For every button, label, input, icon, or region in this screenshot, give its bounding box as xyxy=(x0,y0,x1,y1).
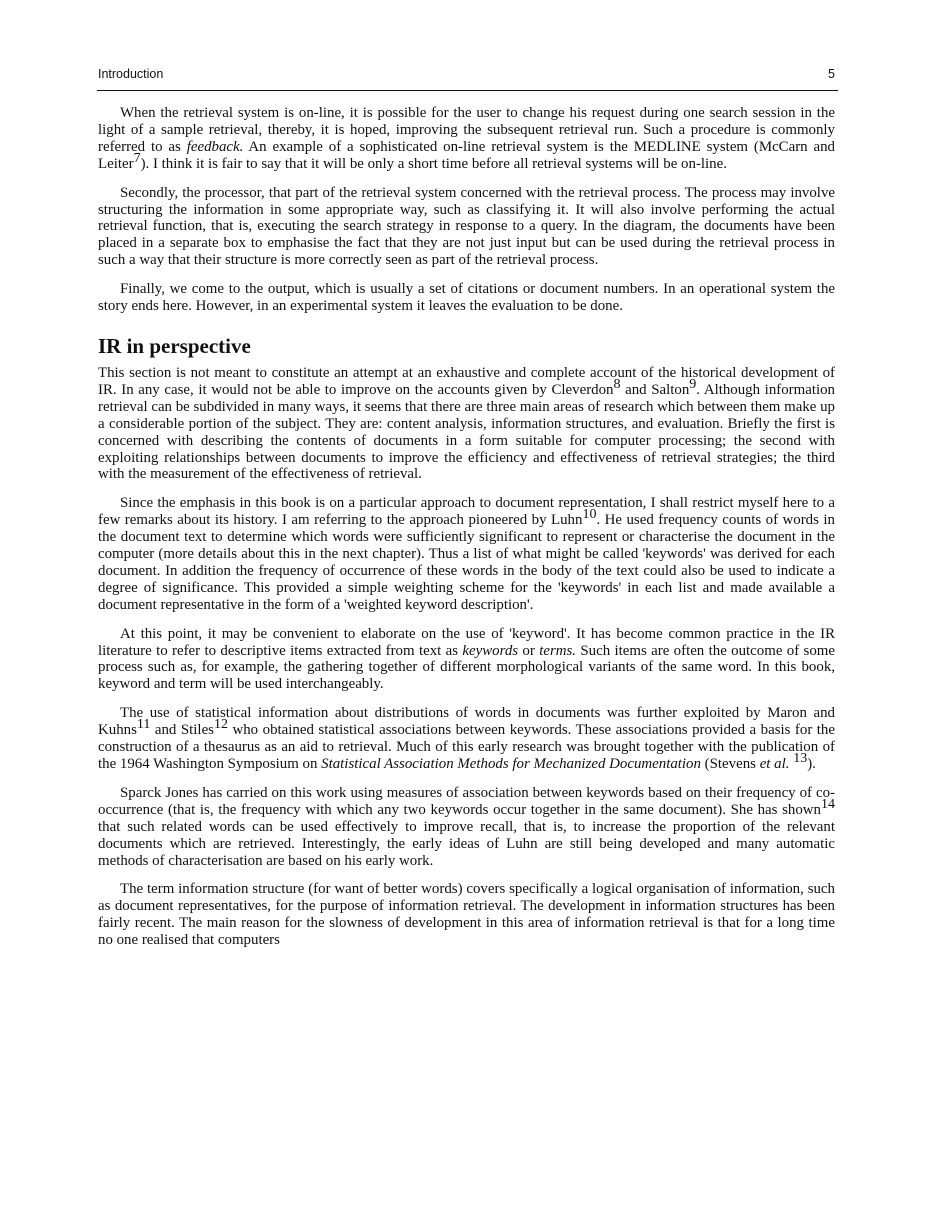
paragraph-processor: Secondly, the processor, that part of the retrieval system concerned with the retrieval process. The process may involve structuring the information in some appropriate way, such as classifying it. It will also involve performing the actual retrieval function, that is, executing the search strategy in response to a query. In the diagram, the documents have been placed in a separate box to emphasise the fact that they are not just input but can be used during the retrieval process in such a way that their structure is more correctly seen as part of the retrieval process. xyxy=(98,184,835,269)
text-run: or xyxy=(518,642,540,659)
citation-superscript: 14 xyxy=(821,796,835,812)
citation-superscript: 7 xyxy=(133,150,141,166)
header-rule xyxy=(97,90,838,91)
paragraph-output: Finally, we come to the output, which is usually a set of citations or document numbers. In an operational system the story ends here. However, in an experimental system it leaves the evaluation to be done. xyxy=(98,281,835,315)
citation-superscript: 13 xyxy=(793,751,808,766)
text-run: An example of a sophisticated on-line retrieval system is the MEDLINE system (McCarn and Leiter xyxy=(98,138,835,172)
paragraph-history xyxy=(98,365,835,483)
text-run: and Stiles xyxy=(150,722,214,739)
text-run: ). xyxy=(807,756,816,772)
section-heading: IR in perspective xyxy=(98,333,251,358)
citation-superscript: 11 xyxy=(136,717,151,733)
text-run: (Stevens xyxy=(700,756,760,772)
italic-term: terms. xyxy=(539,642,577,659)
text-run: . Although information retrieval can be subdivided in many ways, it seems that there are three main areas of research which between them make up a considerable portion of the subject. They are: content analysis, information structures, and evaluation. Briefly the first is concerned with describing the contents of documents in a form suitable for computer processing; the second with exploiting relationships between documents to improve the efficiency and effectiveness of retrieval strategies; the third with the measurement of the effectiveness of retrieval. xyxy=(98,381,835,483)
text-run: Sparck Jones has carried on this work using measures of association between keywords based on their frequency of co-occurrence (that is, the frequency with which any two keywords occur together in the same document). She has shown xyxy=(98,784,835,818)
citation-superscript: 12 xyxy=(213,717,228,733)
text-run: The use of statistical information about distributions of words in documents was further exploited by Maron and Kuhns xyxy=(98,705,835,739)
paragraph-statistics xyxy=(98,705,835,773)
text-run: Since the emphasis in this book is on a particular approach to document representation, I shall restrict myself here to a few remarks about its history. I am referring to the approach pioneered by Luhn xyxy=(98,495,835,529)
text-run: that such related words can be used effectively to improve recall, that is, to increase the proportion of the relevant documents which are retrieved. Interestingly, the early ideas of Luhn are still being developed and many automatic methods of characterisation are based on his early work. xyxy=(98,818,835,869)
italic-title: Statistical Association Methods for Mechanized Documentation xyxy=(321,756,701,772)
paragraph-luhn xyxy=(98,495,835,613)
citation-superscript: 9 xyxy=(689,376,697,392)
citation-superscript: 8 xyxy=(613,376,621,392)
paragraph-information-structure: The term information structure (for want of better words) covers specifically a logical organisation of information, such as document representatives, for the purpose of information retrieval. The development in information structures has been fairly recent. The main reason for the slowness of development in this area of information retrieval is that for a long time no one realised that computers xyxy=(98,881,835,949)
running-header xyxy=(98,66,837,82)
page-number: 5 xyxy=(828,67,835,81)
text-run: . He used frequency counts of words in the document text to determine which words were sufficiently significant to represent or characterise the document in the computer (more details about this in the next chapter). Thus a list of what might be called 'keywords' was derived for each document. In addition the frequency of occurrence of these words in the body of the text could also be used to indicate a degree of significance. This provided a simple weighting scheme for the 'keywords' in each list and made available a document representative in the form of a 'weighted keyword description'. xyxy=(98,512,835,613)
italic-term: et al. xyxy=(759,756,790,772)
text-run: This section is not meant to constitute an attempt at an exhaustive and complete account of the historical development of IR. In any case, it would not be able to improve on the accounts given by Cleverdon xyxy=(98,364,835,398)
text-run: ). I think it is fair to say that it will be only a short time before all retrieval systems will be on-line. xyxy=(140,155,727,172)
text-run: Such items are often the outcome of some process such as, for example, the gathering together of different morphological variants of the same word. In this book, keyword and term will be used interchangeably. xyxy=(98,642,835,693)
paragraph-online-feedback xyxy=(98,105,835,173)
header-section-title: Introduction xyxy=(98,67,164,81)
text-run: who obtained statistical associations between keywords. These associations provided a basis for the construction of a thesaurus as an aid to retrieval. Much of this early research was brought together with the publication of the 1964 Washington Symposium on xyxy=(98,722,835,772)
text-run: and Salton xyxy=(620,381,690,398)
citation-superscript: 10 xyxy=(582,507,597,523)
body-text xyxy=(98,105,835,961)
paragraph-keyword xyxy=(98,626,835,694)
paragraph-sparck-jones xyxy=(98,785,835,870)
italic-term: feedback. xyxy=(186,138,244,155)
text-run: At this point, it may be convenient to elaborate on the use of 'keyword'. It has become common practice in the IR literature to refer to descriptive items extracted from text as xyxy=(98,625,835,659)
text-run: When the retrieval system is on-line, it is possible for the user to change his request during one search session in the light of a sample retrieval, thereby, it is hoped, improving the subsequent retrieval run. Such a procedure is commonly referred to as xyxy=(98,105,835,155)
italic-term: keywords xyxy=(462,642,519,659)
